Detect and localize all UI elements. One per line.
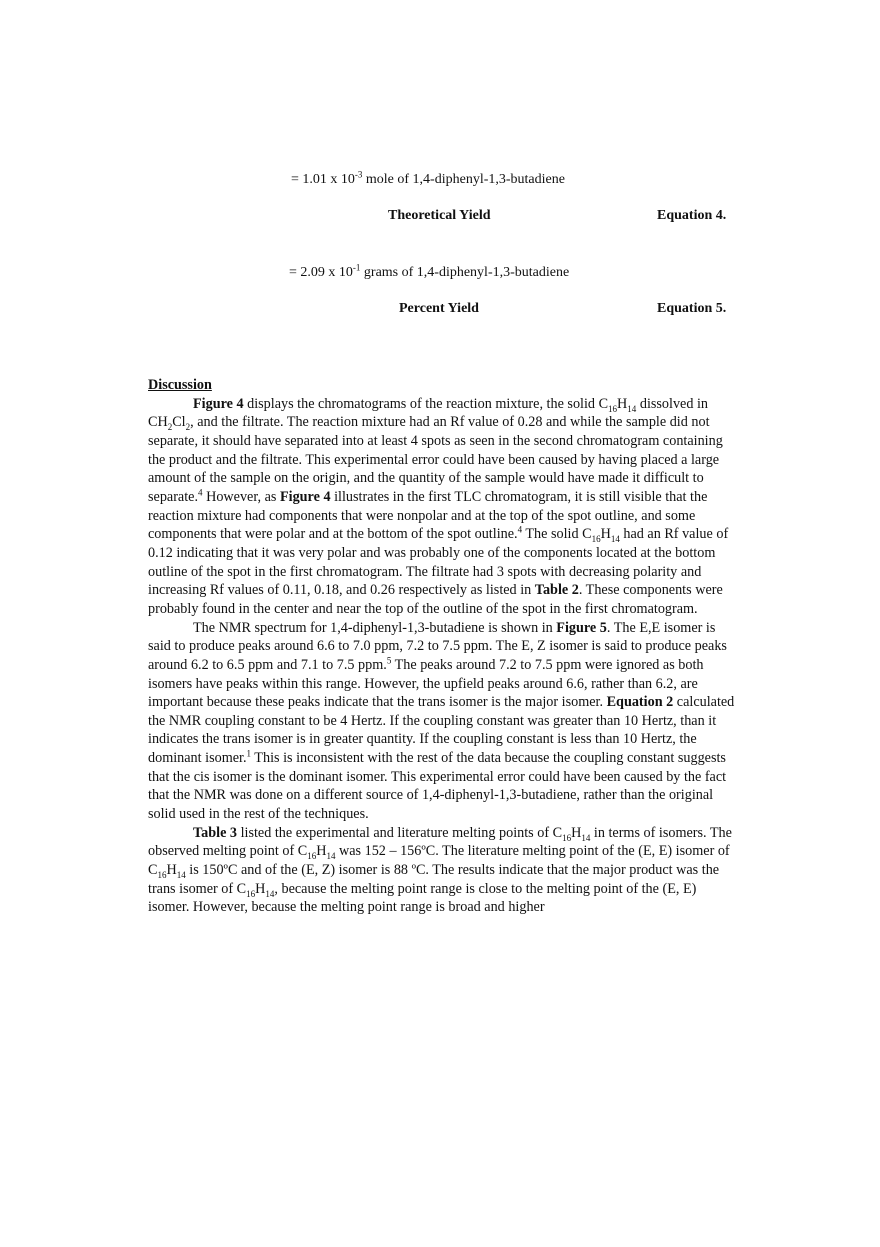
p2-ref-1: 1 <box>246 748 252 759</box>
p3-sub-16b: 16 <box>307 851 317 862</box>
p1-text-3: , and the filtrate. The reaction mixture had an Rf value of 0.28 and while the sample did not separate, it should have separated into at least 4 spots as seen in the second chromatogram containing the product and the filtrate. This experimental error could have been caused by having placed a large amount of the sample on the origin, and the quantity of the sample would have made it difficult to separate. <box>148 414 723 505</box>
p3-text-2: in terms of isomers. The observed melting point of C <box>148 824 732 860</box>
equation-5-label: Equation 5. <box>657 301 727 316</box>
p3-h-a: H <box>571 824 582 841</box>
p1-sub-16b: 16 <box>591 534 601 545</box>
percent-yield-label: Percent Yield <box>399 301 479 316</box>
p3-sub-14c: 14 <box>176 869 186 880</box>
p3-sub-16c: 16 <box>157 869 167 880</box>
figure-4-ref-2: Figure 4 <box>279 488 331 505</box>
p3-text-5: , because the melting point range is close to the melting point of the (E, E) isomer. However, because the melting point range is broad and higher <box>148 880 697 916</box>
figure-5-ref: Figure 5 <box>556 619 607 636</box>
p2-text-2: . The E,E isomer is said to produce peaks around 6.6 to 7.0 ppm, 7.2 to 7.5 ppm. The E, Z isomer is said to produce peaks around 6.2 to 6.5 ppm and 7.1 to 7.5 ppm. <box>148 619 727 673</box>
moles-suffix: mole of 1,4-diphenyl-1,3-butadiene <box>362 172 565 187</box>
p1-h-b: H <box>600 526 611 543</box>
theoretical-yield-label: Theoretical Yield <box>388 208 491 223</box>
grams-prefix: = 2.09 x 10 <box>289 265 353 280</box>
p1-text-5: illustrates in the first TLC chromatogram, it is still visible that the reaction mixture had components that were nonpolar and at the top of the spot outline, and some components that were polar and at the bottom of the spot outline. <box>148 488 708 543</box>
p3-text-1: listed the experimental and literature melting points of C <box>237 824 563 841</box>
p2-text-3: The peaks around 7.2 to 7.5 ppm were ignored as both isomers have peaks within this range. However, the upfield peaks around 6.6, rather than 6.2, are important because these peaks indicate that the trans isomer is the major isomer. <box>148 656 704 711</box>
discussion-paragraph-2 <box>148 619 738 824</box>
p2-text-1: The NMR spectrum for 1,4-diphenyl-1,3-butadiene is shown in <box>193 619 557 636</box>
p3-h-c: H <box>166 862 177 879</box>
grams-result-line <box>289 264 569 282</box>
grams-suffix: grams of 1,4-diphenyl-1,3-butadiene <box>360 265 570 280</box>
moles-prefix: = 1.01 x 10 <box>291 172 355 187</box>
p3-sub-14d: 14 <box>265 888 275 899</box>
p1-sub-14b: 14 <box>610 534 620 545</box>
p1-text-1: displays the chromatograms of the reaction mixture, the solid C <box>243 395 609 412</box>
p3-text-3: was 152 – 156ºC. The literature melting point of the (E, E) isomer of C <box>148 843 730 879</box>
p1-ref-4a: 4 <box>198 487 203 498</box>
equation-4-label: Equation 4. <box>657 208 727 223</box>
p1-text-6: The solid C <box>522 526 592 543</box>
p2-ref-5: 5 <box>386 655 392 666</box>
p1-text-4: However, as <box>202 488 280 505</box>
table-2-ref: Table 2 <box>534 582 579 599</box>
p1-sub-14: 14 <box>627 403 637 414</box>
p3-sub-14a: 14 <box>581 832 591 843</box>
p2-text-5: This is inconsistent with the rest of the data because the coupling constant suggests that the cis isomer is the dominant isomer. This experimental error could have been caused by the fact that the NMR was done on a different source of 1,4-diphenyl-1,3-butadiene, rather than the original solid used in the rest of the techniques. <box>148 750 727 823</box>
equation-2-ref: Equation 2 <box>606 694 674 711</box>
p3-h-d: H <box>255 880 266 897</box>
figure-4-ref: Figure 4 <box>193 395 244 412</box>
p1-h: H <box>617 395 628 412</box>
moles-exponent: -3 <box>354 169 363 180</box>
p3-sub-14b: 14 <box>326 851 336 862</box>
p3-sub-16d: 16 <box>246 888 256 899</box>
p1-cl: Cl <box>172 414 186 431</box>
p1-sub-2b: 2 <box>185 422 191 433</box>
p3-text-4: is 150ºC and of the (E, Z) isomer is 88 ºC. The results indicate that the major product was the trans isomer of C <box>148 862 720 897</box>
p1-sub-2a: 2 <box>167 422 173 433</box>
discussion-paragraph-3 <box>148 824 738 917</box>
p1-text-8: . These components were probably found in the center and near the top of the outline of the spot in the first chromatogram. <box>148 582 723 617</box>
p2-text-4: calculated the NMR coupling constant to be 4 Hertz. If the coupling constant was greater than 10 Hertz, than it indicates the trans isomer is in greater quantity. If the coupling constant is less than 10 Hertz, the dominant isomer. <box>148 694 735 767</box>
p1-ref-4b: 4 <box>517 524 523 535</box>
discussion-section <box>148 376 738 917</box>
grams-exponent: -1 <box>352 262 361 273</box>
discussion-heading: Discussion <box>148 377 212 393</box>
p3-sub-16a: 16 <box>562 832 572 843</box>
discussion-paragraph-1 <box>148 395 738 619</box>
moles-result-line <box>291 171 565 189</box>
p3-h-b: H <box>316 843 327 860</box>
p1-sub-16: 16 <box>608 403 618 414</box>
table-3-ref: Table 3 <box>193 824 238 841</box>
p1-text-2: dissolved in CH <box>148 395 709 431</box>
p1-text-7: had an Rf value of 0.12 indicating that it was very polar and was probably one of the components located at the bottom outline of the spot in the first chromatogram. The filtrate had 3 spots with decreasing polarity and increasing Rf values of 0.11, 0.18, and 0.26 respectively as listed in <box>148 526 729 599</box>
